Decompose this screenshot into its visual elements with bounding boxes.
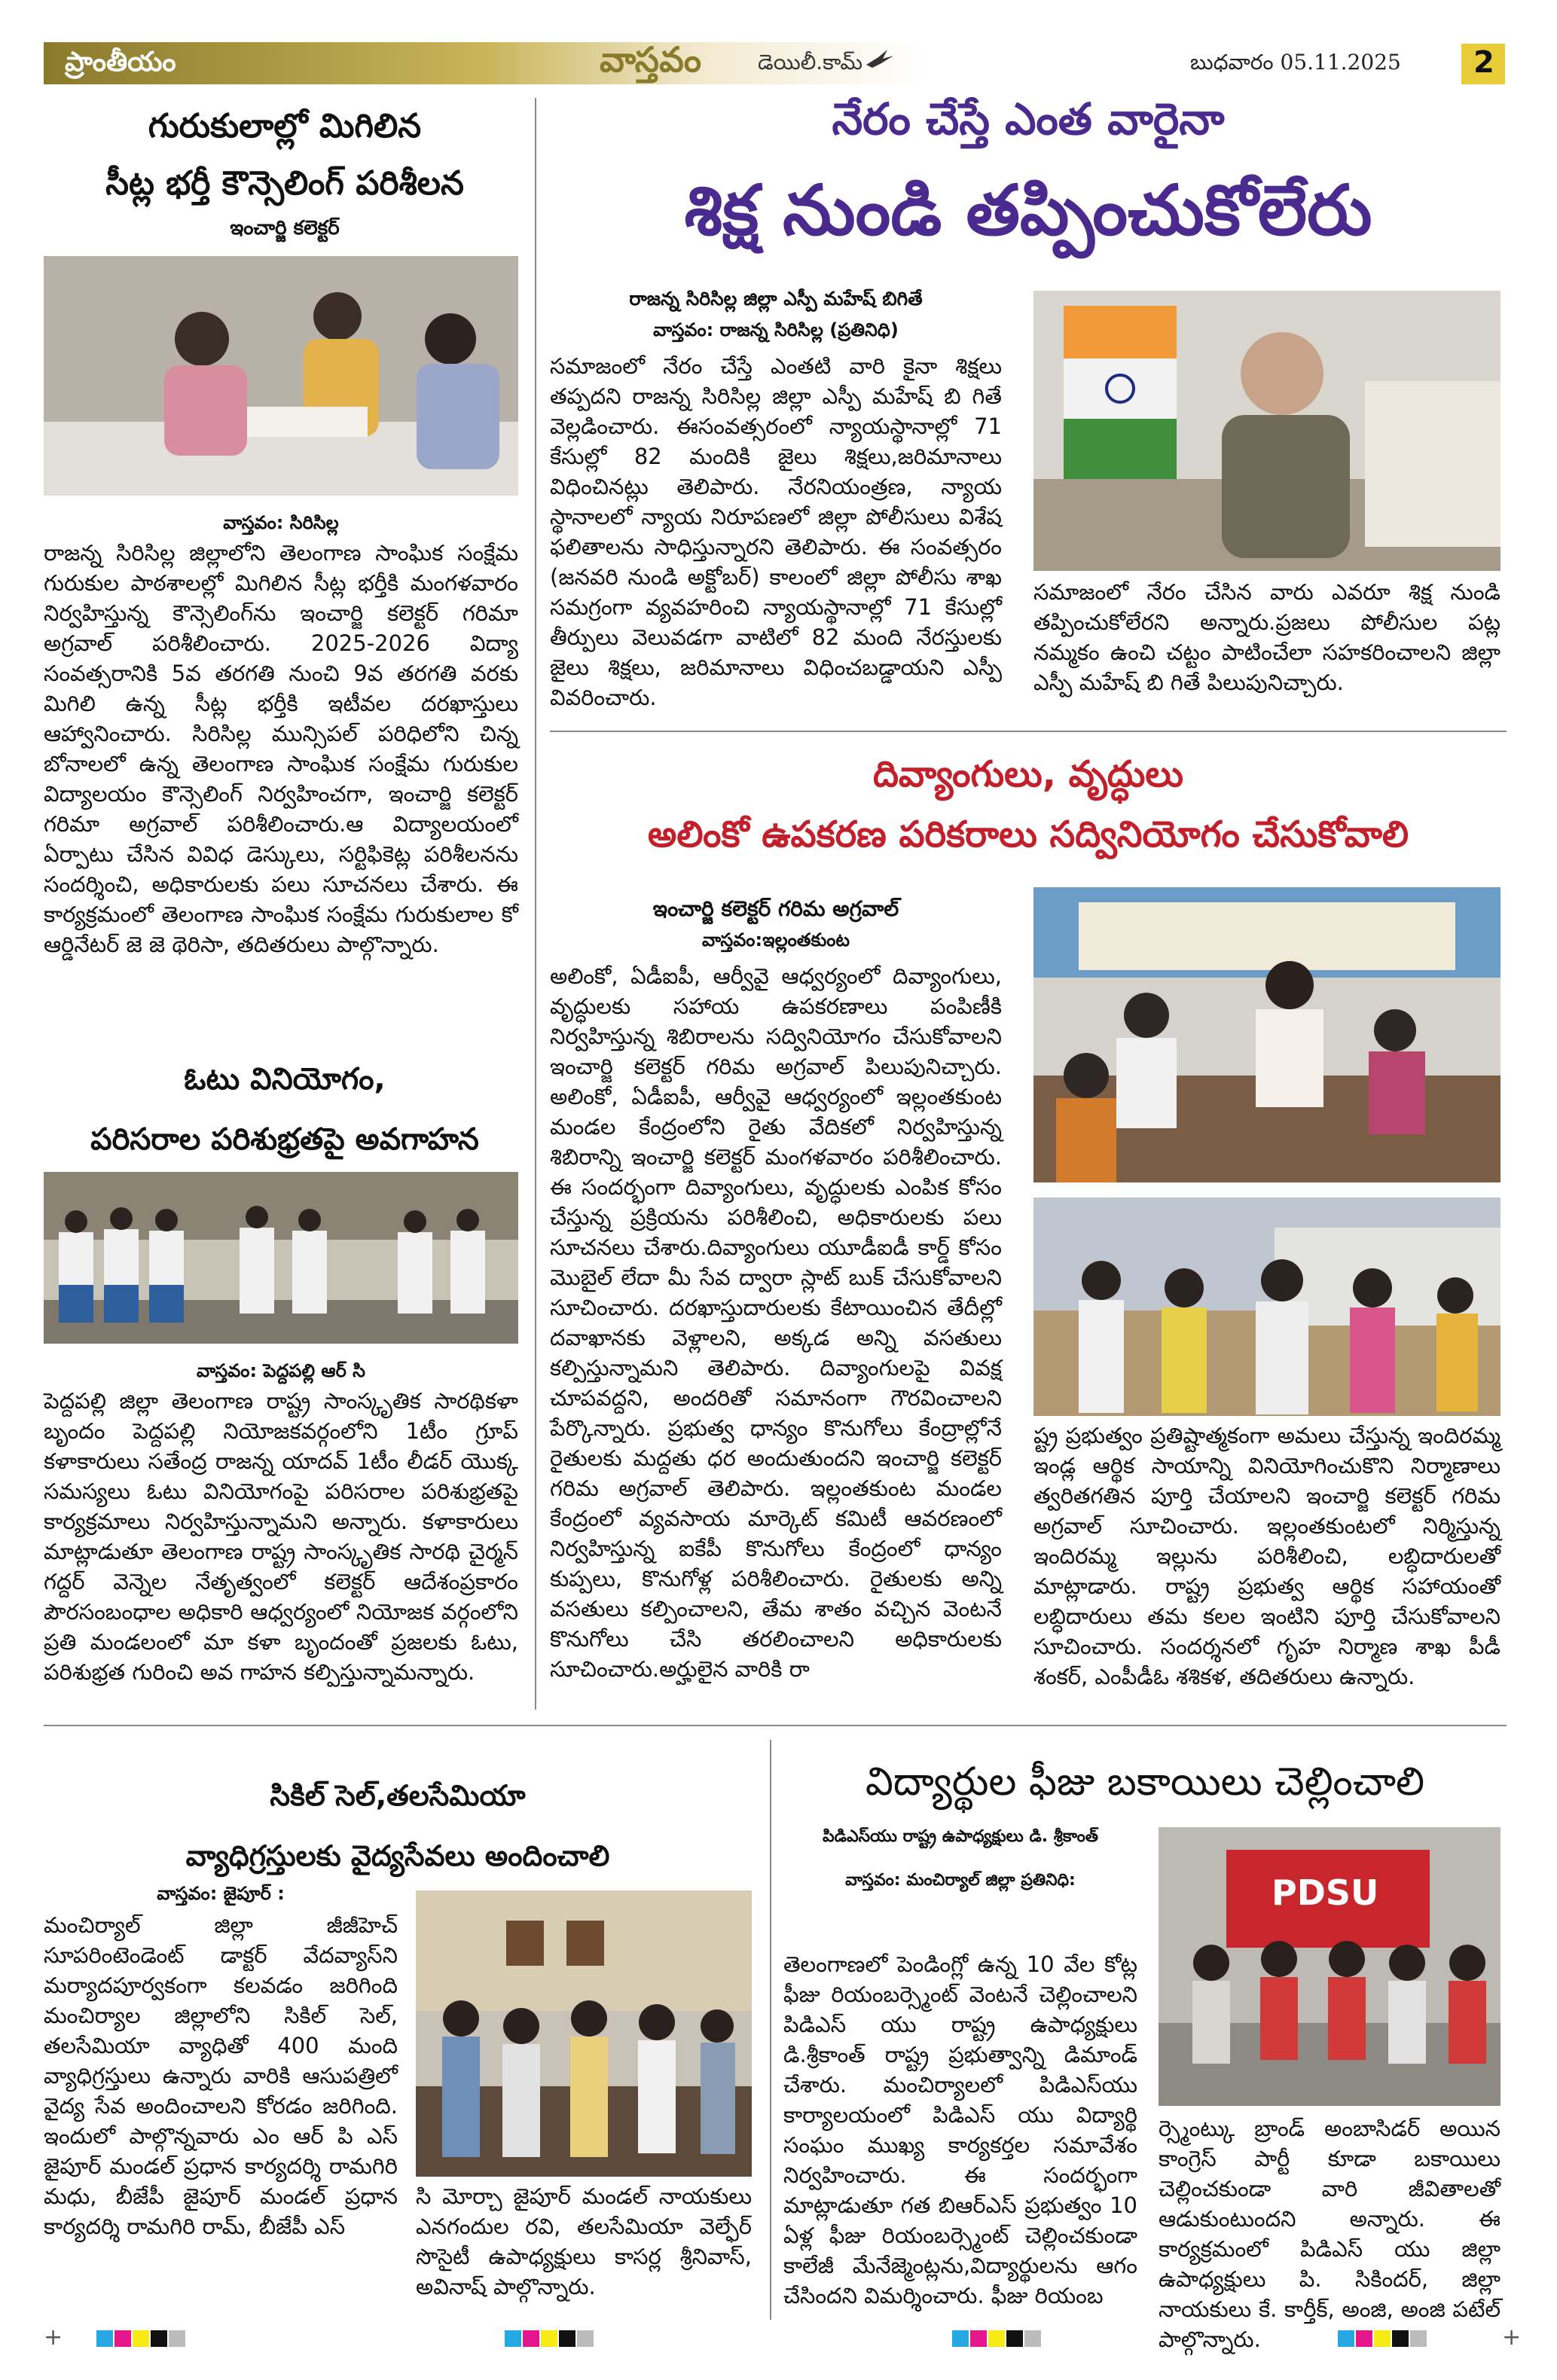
- alimco-photo-1: [1033, 887, 1501, 1182]
- vote-photo: [44, 1172, 518, 1344]
- pdsu-dateline: వాస్తవం: మంచిర్యాల్ జిల్లా ప్రతినిధి:: [845, 1871, 1076, 1890]
- section-rule-1: [550, 731, 1507, 732]
- section-rule-2: [44, 1725, 1507, 1726]
- alimco-body: అలింకో, ఏడీఐపీ, ఆర్వీవై ఆధ్వర్యంలో దివ్యాంగులు, వృద్ధులకు సహాయ ఉపకరణాలు పంపిణీకి నిర్వహిస్తున్న శిబిరాలను సద్వినియోగం చేసుకోవాలని ఇంచార్జి కలెక్టర్ గరిమ అగ్రవాల్ పిలుపునిచ్చారు. అలింకో, ఏడీఐపీ, ఆర్వీవై ఆధ్వర్యంలో ఇల్లంతకుంట మండల కేంద్రంలోని రైతు వేదికలో నిర్వహిస్తున్న శిబిరాన్ని ఇంచార్జి కలెక్టర్ మంగళవారం పరిశీలించారు. ఈ సందర్భంగా దివ్యాంగులు, వృద్ధులకు ఎంపిక కోసం చేస్తున్న ప్రక్రియను పరిశీలించి, అధికారులకు పలు సూచనలు చేశారు.దివ్యాంగులు యూడీఐడీ కార్డ్ కోసం మొబైల్ లేదా మీ సేవ ద్వారా స్లాట్ బుక్ చేసుకోవాలని సూచించారు. దరఖాస్తుదారులకు కేటాయించిన తేదీల్లో దవాఖానకు వెళ్లాలని, అక్కడ అన్ని వసతులు కల్పిస్తున్నామని తెలిపారు. దివ్యాంగులపై వివక్ష చూపవద్దని, అందరితో సమానంగా గౌరవించాలని పేర్కొన్నారు. ప్రభుత్వ ధాన్యం కొనుగోలు కేంద్రాల్లోనే రైతులకు మద్దతు ధర అందుతుందని ఇంచార్జి కలెక్టర్ గరిమ అగ్రవాల్ తెలిపారు. ఇల్లంతకుంట మండల కేంద్రంలో వ్యవసాయ మార్కెట్ కమిటీ ఆవరణంలో నిర్వహిస్తున్న ఐకేపీ కొనుగోలు కేంద్రంలో ధాన్యం కుప్పలు, కొనుగోళ్ల పరిశీలించారు. రైతులకు అన్ని వసతులు కల్పించాలని, తేమ శాతం వచ్చిన వెంటనే కొనుగోలు చేసి తరలించాలని అధికారులకు సూచించారు.అర్హులైన వారికి రా: [550, 963, 1002, 1682]
- pdsu-banner-text: PDSU: [1272, 1872, 1379, 1913]
- alimco-subtitle: ఇంచార్జి కలెక్టర్ గరిమ అగ్రవాల్: [652, 896, 899, 921]
- alimco-photo-2: [1033, 1198, 1501, 1416]
- masthead: వాస్తవం: [600, 39, 702, 80]
- sickle-photo: [416, 1890, 752, 2177]
- sickle-title-2: వ్యాధిగ్రస్తులకు వైద్యసేవలు అందించాలి: [185, 1839, 610, 1872]
- sp-body-right: సమాజంలో నేరం చేసిన వారు ఎవరూ శిక్ష నుండి తప్పించుకోలేరని అన్నారు.ప్రజలు పోలీసుల పట్ల నమ్మకం ఉంచి చట్టం పాటించేలా సహకరించాలని జిల్లా ఎస్పీ మహేష్ బి గితే పిలుపునిచ్చారు.: [1033, 579, 1501, 695]
- sp-dateline: వాస్తవం: రాజన్న సిరిసిల్ల (ప్రతినిధి): [653, 319, 899, 340]
- gurukul-subtitle: ఇంచార్జి కలెక్టర్: [230, 217, 340, 240]
- alimco-dateline: వాస్తవం:ఇల్లంతకుంట: [701, 929, 850, 950]
- alimco-headline-1: దివ్యాంగులు, వృద్ధులు: [873, 753, 1183, 795]
- vote-dateline: వాస్తవం: పెద్దపల్లి ఆర్ సి: [196, 1360, 366, 1381]
- pdsu-photo: [1159, 1827, 1501, 2106]
- alimco-body-right: ష్ట్ర ప్రభుత్వం ప్రతిష్టాత్మకంగా అమలు చేస్తున్న ఇందిరమ్మ ఇండ్ల ఆర్థిక సాయాన్ని వినియోగించుకొని నిర్మాణాలు త్వరితగతిన పూర్తి చేయాలని ఇంచార్జి కలెక్టర్ గరిమ అగ్రవాల్ సూచించారు. ఇల్లంతకుంటలో నిర్మిస్తున్న ఇందిరమ్మ ఇల్లును పరిశీలించి, లబ్ధిదారులతో మాట్లాడారు. రాష్ట్ర ప్రభుత్వ ఆర్థిక సహాయంతో లబ్ధిదారులు తమ కలల ఇంటిని పూర్తి చేసుకోవాలని సూచించారు. సందర్శనలో గృహ నిర్మాణ శాఖ పీడీ శంకర్, ఎంపీడీఓ శశికళ, తదితరులు ఉన్నారు.: [1033, 1423, 1501, 1689]
- section-label: ప్రాంతీయం: [65, 47, 176, 78]
- vote-title-2: పరిసరాల పరిశుభ్రతపై అవగాహన: [90, 1122, 479, 1157]
- issue-date: బుధవారం 05.11.2025: [1190, 50, 1401, 75]
- sp-photo: [1033, 291, 1501, 571]
- gurukul-dateline: వాస్తవం: సిరిసిల్ల: [223, 512, 339, 533]
- gurukul-title-1: గురుకులాల్లో మిగిలిన: [148, 107, 422, 145]
- sickle-dateline: వాస్తవం: జైపూర్ :: [157, 1883, 285, 1904]
- sp-headline: శిక్ష నుండి తప్పించుకోలేరు: [684, 170, 1372, 251]
- pdsu-body: తెలంగాణలో పెండింగ్లో ఉన్న 10 వేల కోట్ల ఫీజు రియంబర్స్మెంట్ వెంటనే చెల్లించాలని పిడిఎస్ యు రాష్ట్ర ఉపాధ్యక్షులు డి.శ్రీకాంత్ రాష్ట్ర ప్రభుత్వాన్ని డిమాండ్ చేశారు. మంచిర్యాలలో పిడిఎస్‌యు కార్యాలయంలో పిడిఎస్ యు విద్యార్థి సంఘం ముఖ్య కార్యకర్తల సమావేశం నిర్వహించారు. ఈ సందర్భంగా మాట్లాడుతూ గత బిఆర్ఎస్ ప్రభుత్వం 10 ఏళ్ల ఫీజు రియంబర్స్మెంట్ చెల్లించకుండా కాలేజీ మేనేజ్మెంట్లను,విద్యార్థులను ఆగం చేసిందని విమర్శించారు. ఫీజు రియంబ: [783, 1951, 1137, 2308]
- sp-kicker: నేరం చేస్తే ఎంత వారైనా: [832, 93, 1225, 145]
- gurukul-body: రాజన్న సిరిసిల్ల జిల్లాలోని తెలంగాణ సాంఘిక సంక్షేమ గురుకుల పాఠశాలల్లో మిగిలిన సీట్ల భర్తీకి మంగళవారం నిర్వహిస్తున్న కౌన్సెలింగ్‌ను ఇంచార్జి కలెక్టర్ గరిమా అగ్రవాల్ పరిశీలించారు. 2025-2026 విద్యా సంవత్సరానికి 5వ తరగతి నుంచి 9వ తరగతి వరకు మిగిలి ఉన్న సీట్ల భర్తీకి ఇటీవల దరఖాస్తులు ఆహ్వానించారు. సిరిసిల్ల మున్సిపల్ పరిధిలోని చిన్న బోనాలలో ఉన్న తెలంగాణ సాంఘిక సంక్షేమ గురుకుల విద్యాలయం కౌన్సెలింగ్ నిర్వహించగా, ఇంచార్జి కలెక్టర్ గరిమా అగ్రవాల్ పరిశీలించారు.ఆ విద్యాలయంలో ఏర్పాటు చేసిన వివిధ డెస్కులు, సర్టిఫికెట్ల పరిశీలనను సందర్శించి, అధికారులకు పలు సూచనలు చేశారు. ఈ కార్యక్రమంలో తెలంగాణ సాంఘిక సంక్షేమ గురుకులాల కో ఆర్డినేటర్ జె జె థెరిసా, తదితరులు పాల్గొన్నారు.: [44, 540, 518, 957]
- vote-title-1: ఓటు వినియోగం,: [184, 1062, 386, 1097]
- gurukul-title-2: సీట్ల భర్తీ కౌన్సెలింగ్ పరిశీలన: [105, 164, 464, 203]
- alimco-headline-2: అలింకో ఉపకరణ పరికరాలు సద్వినియోగం చేసుకోవాలి: [647, 813, 1409, 856]
- pdsu-body-right: ర్స్మెంట్కు బ్రాండ్ అంబాసిడర్ అయిన కాంగ్రెస్ పార్టీ కూడా బకాయిలు చెల్లించకుండా వారి జీవితాలతో ఆడుకుంటుందని అన్నారు. ఈ కార్యక్రమంలో పిడిఎస్ యు జిల్లా ఉపాధ్యక్షులు పి. సికిందర్, జిల్లా నాయకులు కే. కార్తీక్, అంజి, అంజి పటేల్ పాల్గొన్నారు.: [1159, 2116, 1501, 2352]
- sp-subtitle: రాజన్న సిరిసిల్ల జిల్లా ఎస్పీ మహేష్ బిగితే: [629, 288, 923, 310]
- sickle-body: మంచిర్యాల్ జిల్లా జీజీహెచ్ సూపరింటెండెంట్ డాక్టర్ వేదవ్యాస్‌ని మర్యాదపూర్వకంగా కలవడం జరిగింది మంచిర్యాల జిల్లాలోని సికిల్ సెల్, తలసేమియా వ్యాధితో 400 మంది వ్యాధిగ్రస్తులు ఉన్నారు వారికి ఆసుపత్రిలో వైద్య సేవ అందించాలని కోరడం జరిగింది. ఇందులో పాల్గొన్నవారు ఎం ఆర్ పి ఎస్ జైపూర్ మండల్ ప్రధాన కార్యదర్శి రామగిరి మధు, బీజేపీ జైపూర్ మండల్ ప్రధాన కార్యదర్శి రామగిరి రామ్, బీజేపీ ఎస్: [44, 1912, 398, 2239]
- page-number: 2: [1473, 45, 1494, 80]
- vote-body: పెద్దపల్లి జిల్లా తెలంగాణ రాష్ట్ర సాంస్కృతిక సారథికళా బృందం పెద్దపల్లి నియోజకవర్గంలోని 1టీం గ్రూప్ కళాకారులు సతేంద్ర రాజన్న యాదవ్ 1టీం లీడర్ యొక్క సమస్యలు ఓటు వినియోగంపై పరిసరాల పరిశుభ్రతపై కార్యక్రమాలు నిర్వహిస్తున్నామని అన్నారు. కళాకారులు మాట్లాడుతూ తెలంగాణ రాష్ట్ర సాంస్కృతిక సారథి చైర్మన్ గద్దర్ వెన్నెల నేతృత్వంలో కలెక్టర్ ఆదేశంప్రకారం పౌరసంబంధాల అధికారి ఆధ్వర్యంలో నియోజక వర్గంలోని ప్రతి మండలంలో మా కళా బృందంతో ప్రజలకు ఓటు, పరిశుభ్రత గురించి అవ గాహన కల్పిస్తున్నామన్నారు.: [44, 1388, 518, 1685]
- column-divider-bottom: [770, 1740, 771, 2320]
- sickle-body-right: సి మోర్చా జైపూర్ మండల్ నాయకులు ఎనగందుల రవి, తలసేమియా వెల్ఫేర్ సొసైటీ ఉపాధ్యక్షులు కాసర్ల శ్రీనివాస్, అవినాష్ పాల్గొన్నారు.: [416, 2183, 752, 2299]
- sp-body: సమాజంలో నేరం చేస్తే ఎంతటి వారి కైనా శిక్షలు తప్పదని రాజన్న సిరిసిల్ల జిల్లా ఎస్పీ మహేష్ బి గితే వెల్లడించారు. ఈసంవత్సరంలో న్యాయస్థానాల్లో 71 కేసుల్లో 82 మందికి జైలు శిక్షలు,జరిమానాలు విధించినట్లు తెలిపారు. నేరనియంత్రణ, న్యాయ స్థానాలలో న్యాయ నిరూపణలో జిల్లా పోలీసులు విశేష ఫలితాలను సాధిస్తున్నారని తెలిపారు. ఈ సంవత్సరం (జనవరి నుండి అక్టోబర్) కాలంలో జిల్లా పోలీసు శాఖ సమగ్రంగా వ్యవహరించి న్యాయస్థానాల్లో 71 కేసుల్లో తీర్పులు వెలువడగా వాటిలో 82 మంది నేరస్తులకు జైలు శిక్షలు, జరిమానాలు విధించబడ్డాయని ఎస్పీ వివరించారు.: [550, 353, 1002, 710]
- pdsu-subtitle: పిడిఎస్‌యు రాష్ట్ర ఉపాధ్యక్షులు డి. శ్రీకాంత్: [823, 1827, 1098, 1846]
- column-divider: [535, 98, 536, 1710]
- registration-mark-left: +: [44, 2324, 63, 2351]
- gurukul-photo: [44, 256, 518, 496]
- registration-mark-right: +: [1502, 2324, 1522, 2351]
- bird-icon: [865, 48, 895, 71]
- masthead-sub: డెయిలీ.కామ్: [758, 50, 863, 75]
- pdsu-headline: విద్యార్థుల ఫీజు బకాయిలు చెల్లించాలి: [865, 1759, 1425, 1805]
- sickle-title-1: సికిల్ సెల్,తలసేమియా: [270, 1779, 526, 1812]
